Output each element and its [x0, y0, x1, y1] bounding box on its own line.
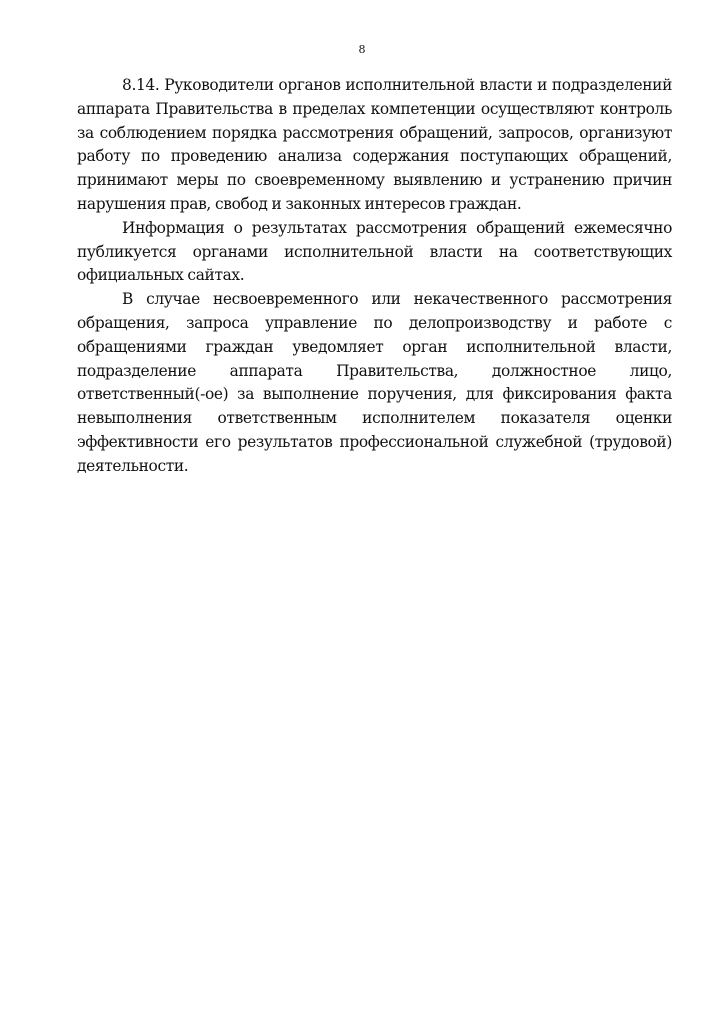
paragraph-monthly-publication: Информация о результатах рассмотрения обращений ежемесячно публикуется органами исполнительной власти на соответствующих официальных сайтах.: [77, 218, 672, 285]
paragraph-untimely-review-notice: В случае несвоевременного или некачественного рассмотрения обращения, запроса управление по делопроизводству и работе с обращениями граждан уведомляет орган исполнительной власти, подразделение аппарата Правительства, должностное лицо, ответственный(-ое) за выполнение поручения, для фиксирования факта невыполнения ответственным исполнителем показателя оценки эффективности его результатов профессиональной служебной (трудовой) деятельности.: [77, 290, 672, 475]
document-body: [77, 74, 672, 479]
paragraph-8-14-heads-control: 8.14. Руководители органов исполнительной власти и подразделений аппарата Правительства в пределах компетенции осуществляют контроль за соблюдением порядка рассмотрения обращений, запросов, организуют работу по проведению анализа содержания поступающих обращений, принимают меры по своевременному выявлению и устранению причин нарушения прав, свобод и законных интересов граждан.: [77, 76, 672, 213]
page-number: 8: [358, 43, 366, 56]
